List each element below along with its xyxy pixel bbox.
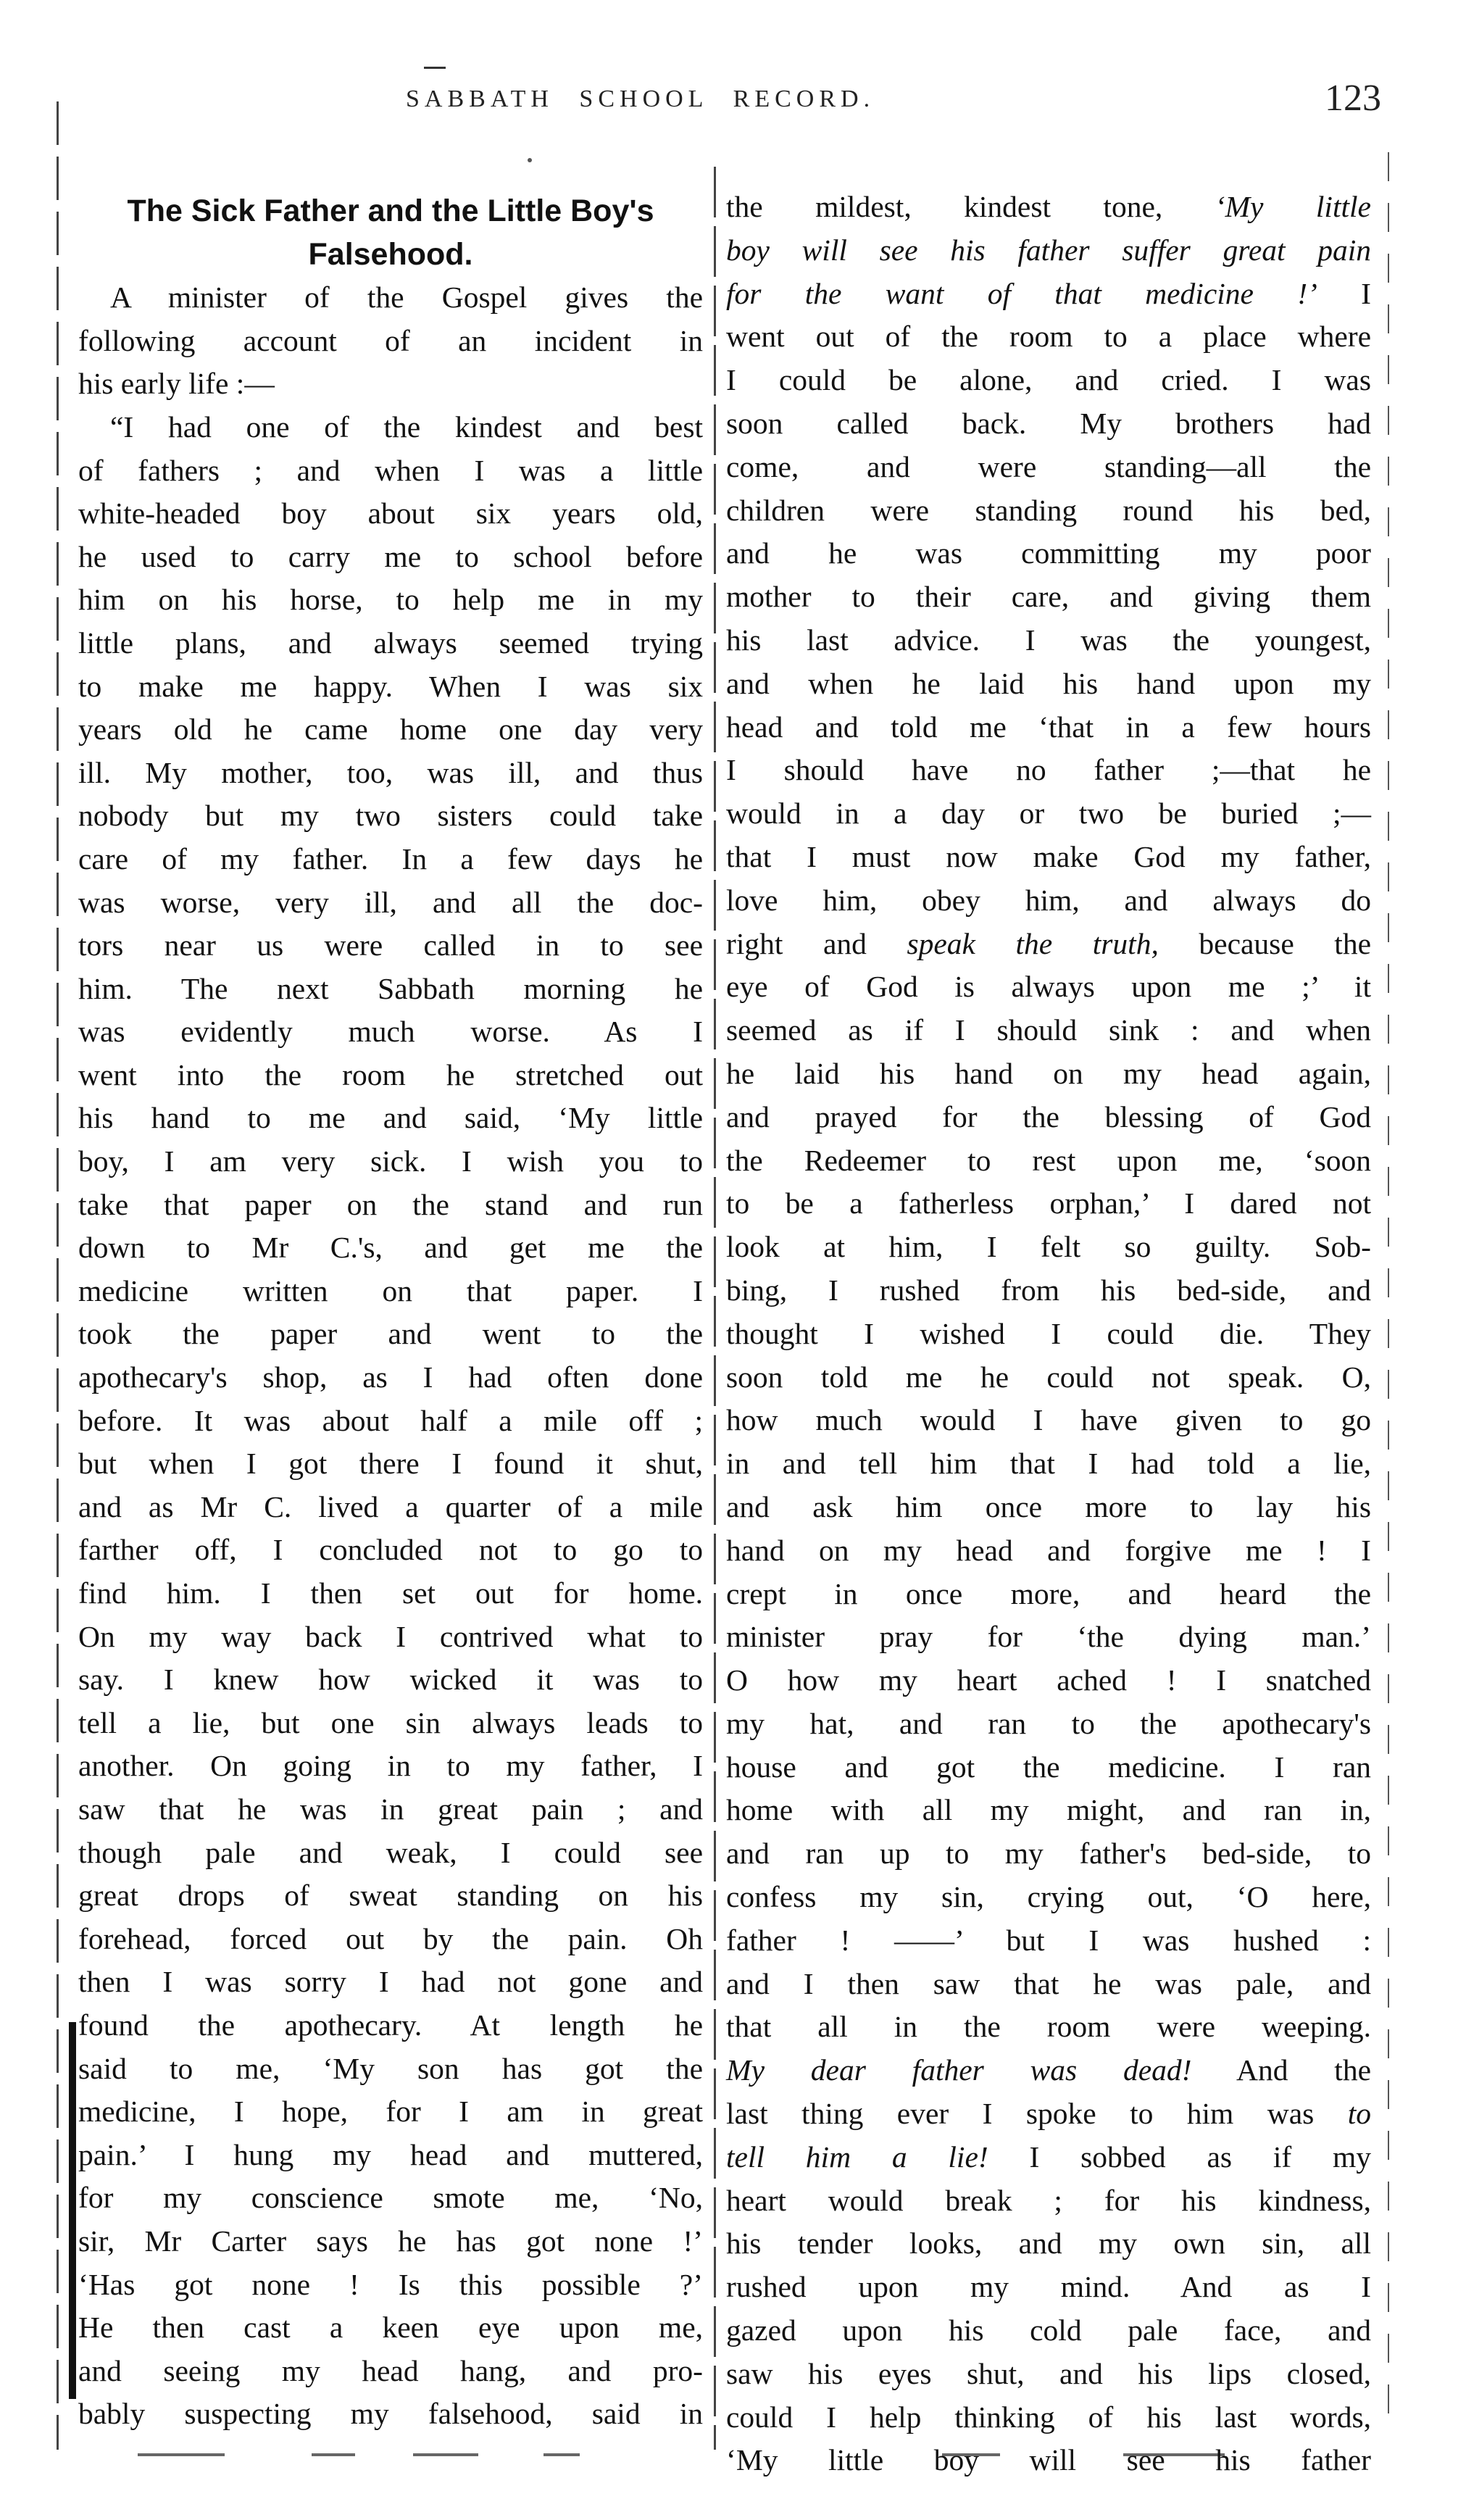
text-run: was worse, very ill, and all the doc- — [78, 885, 703, 919]
right-column-line — [726, 923, 1371, 966]
text-run: soon told me he could not speak. O, — [726, 1360, 1371, 1394]
text-run: eye of God is always upon me ;’ it — [726, 970, 1371, 1004]
right-column-line — [726, 229, 1371, 273]
text-run: I — [1317, 276, 1372, 310]
text-run: house and got the medicine. I ran — [726, 1750, 1371, 1784]
text-run: him. The next Sabbath morning he — [78, 971, 703, 1005]
text-run: bably suspecting my falsehood, said in — [78, 2397, 703, 2431]
right-column-line — [726, 1442, 1371, 1486]
left-column-line — [78, 2306, 703, 2350]
text-run: to make me happy. When I was six — [78, 669, 703, 703]
text-run: because the — [1158, 926, 1371, 960]
right-column-line — [726, 965, 1371, 1009]
right-column-line — [726, 2005, 1371, 2049]
text-run: was evidently much worse. As I — [78, 1015, 703, 1049]
right-column-line — [726, 2439, 1371, 2482]
left-column-line — [78, 1140, 703, 1184]
italic-text: ‘My little — [1215, 190, 1371, 223]
left-column-line — [78, 2263, 703, 2307]
text-run: last thing ever I spoke to him was — [726, 2097, 1348, 2131]
right-column-line — [726, 1356, 1371, 1400]
text-run: heart would break ; for his kindness, — [726, 2183, 1371, 2217]
left-column-line — [78, 2134, 703, 2177]
text-run: before. It was about half a mile off ; — [78, 1403, 703, 1437]
italic-text: boy will see his father suffer great pain — [726, 233, 1371, 267]
right-column-line — [726, 749, 1371, 792]
text-run: said to me, ‘My son has got the — [78, 2051, 703, 2085]
right-column-line — [726, 836, 1371, 879]
italic-text: My dear father was dead! — [726, 2053, 1192, 2087]
left-column-line — [78, 362, 703, 406]
right-column-line — [726, 2049, 1371, 2092]
right-column-line — [726, 532, 1371, 575]
left-column-line — [78, 1313, 703, 1356]
text-run: but when I got there I found it shut, — [78, 1447, 703, 1481]
right-column-line — [726, 1182, 1371, 1226]
left-column-line — [78, 1615, 703, 1659]
text-run: farther off, I concluded not to go to — [78, 1533, 703, 1567]
text-run: seemed as if I should sink : and when — [726, 1013, 1371, 1047]
right-column-line — [726, 1832, 1371, 1876]
left-column-line — [78, 1831, 703, 1875]
right-column-line — [726, 1615, 1371, 1659]
text-run: On my way back I contrived what to — [78, 1619, 703, 1653]
left-column-line — [78, 1442, 703, 1486]
left-column-line — [78, 492, 703, 536]
left-column-line — [78, 2392, 703, 2436]
right-column-line — [726, 1919, 1371, 1963]
text-run: apothecary's shop, as I had often done — [78, 1360, 703, 1394]
text-run: I could be alone, and cried. I was — [726, 363, 1371, 397]
right-column-line — [726, 1313, 1371, 1356]
left-column-line — [78, 449, 703, 493]
text-run: I should have no father ;—that he — [726, 753, 1371, 787]
left-column-line — [78, 2176, 703, 2220]
right-column-line — [726, 879, 1371, 923]
right-column-line — [726, 1226, 1371, 1269]
text-run: and I then saw that he was pale, and — [726, 1966, 1371, 2000]
text-run: and as Mr C. lived a quarter of a mile — [78, 1489, 703, 1523]
italic-text: for the want of that medicine !’ — [726, 276, 1317, 310]
right-column-line — [726, 2179, 1371, 2223]
text-run: he laid his hand on my head again, — [726, 1056, 1371, 1090]
text-run: and he was committing my poor — [726, 536, 1371, 570]
left-column-line — [78, 2004, 703, 2047]
text-run: take that paper on the stand and run — [78, 1187, 703, 1221]
left-column-line — [78, 752, 703, 795]
text-run: thought I wished I could die. They — [726, 1316, 1371, 1350]
text-run: mother to their care, and giving them — [726, 580, 1371, 614]
text-run: my hat, and ran to the apothecary's — [726, 1706, 1371, 1740]
text-run: crept in once more, and heard the — [726, 1576, 1371, 1610]
running-header: SABBATH SCHOOL RECORD. — [406, 86, 875, 112]
text-run: his tender looks, and my own sin, all — [726, 2226, 1371, 2261]
right-column-line — [726, 1486, 1371, 1529]
text-run: father ! ——’ but I was hushed : — [726, 1923, 1371, 1957]
text-run: nobody but my two sisters could take — [78, 799, 703, 833]
left-column-line — [78, 1356, 703, 1400]
left-column-line — [78, 1097, 703, 1140]
text-run: say. I knew how wicked it was to — [78, 1663, 703, 1697]
text-run: then I was sorry I had not gone and — [78, 1965, 703, 1999]
text-run: and ask him once more to lay his — [726, 1489, 1371, 1523]
text-run: love him, obey him, and always do — [726, 883, 1371, 917]
right-column-line — [726, 1009, 1371, 1052]
text-run: I sobbed as if my — [988, 2139, 1372, 2174]
right-column-line — [726, 359, 1371, 402]
text-run: went out of the room to a place where — [726, 320, 1371, 354]
text-run: medicine written on that paper. I — [78, 1273, 703, 1307]
text-run: And the — [1191, 2053, 1371, 2087]
text-run: sir, Mr Carter says he has got none !’ — [78, 2224, 703, 2258]
italic-text: to — [1347, 2097, 1371, 2131]
left-column-rule — [57, 101, 59, 2450]
text-run: head and told me ‘that in a few hours — [726, 710, 1371, 744]
left-column-line — [78, 794, 703, 838]
left-column-line — [78, 968, 703, 1011]
text-run: down to Mr C.'s, and get me the — [78, 1231, 703, 1265]
article-title-line-1: The Sick Father and the Little Boy's — [127, 194, 654, 228]
right-column-line — [726, 489, 1371, 533]
article-right-column — [726, 186, 1371, 2482]
right-column-line — [726, 792, 1371, 836]
text-run: A minister of the Gospel gives the — [110, 280, 703, 315]
right-column-line — [726, 706, 1371, 749]
header-dot — [528, 158, 532, 162]
right-column-line — [726, 2092, 1371, 2136]
text-run: tell a lie, but one sin always leads to — [78, 1705, 703, 1739]
header-mark — [424, 67, 446, 69]
text-run: pain.’ I hung my head and muttered, — [78, 2137, 703, 2171]
right-column-line — [726, 2222, 1371, 2266]
text-run: and ran up to my father's bed-side, to — [726, 1837, 1371, 1871]
left-column-line — [78, 2047, 703, 2091]
italic-text: speak the truth, — [907, 926, 1159, 960]
left-column-line — [78, 406, 703, 449]
right-column-line — [726, 315, 1371, 359]
text-run: boy, I am very sick. I wish you to — [78, 1144, 703, 1178]
text-run: look at him, I felt so guilty. Sob- — [726, 1230, 1371, 1264]
left-column-line — [78, 2090, 703, 2134]
right-column-line — [726, 2309, 1371, 2353]
left-column-line — [78, 1745, 703, 1788]
text-run: saw that he was in great pain ; and — [78, 1792, 703, 1826]
right-column-line — [726, 1529, 1371, 1573]
text-run: that all in the room were weeping. — [726, 2010, 1371, 2044]
text-run: saw his eyes shut, and his lips closed, — [726, 2356, 1371, 2390]
text-run: him on his horse, to help me in my — [78, 583, 703, 617]
text-run: that I must now make God my father, — [726, 839, 1371, 873]
margin-ink-bar — [69, 2022, 76, 2399]
left-column-line — [78, 838, 703, 881]
right-column-line — [726, 1702, 1371, 1746]
text-run: for my conscience smote me, ‘No, — [78, 2181, 703, 2215]
text-run: He then cast a keen eye upon me, — [78, 2311, 703, 2345]
left-column-line — [78, 536, 703, 579]
left-column-line — [78, 1529, 703, 1572]
left-column-line — [78, 578, 703, 622]
text-run: years old he came home one day very — [78, 712, 703, 747]
text-run: of fathers ; and when I was a little — [78, 453, 703, 487]
text-run: right and — [726, 926, 907, 960]
center-column-rule — [714, 167, 716, 2450]
right-column-line — [726, 1269, 1371, 1313]
right-column-line — [726, 1963, 1371, 2006]
text-run: another. On going in to my father, I — [78, 1749, 703, 1783]
right-column-line — [726, 1399, 1371, 1442]
right-column-line — [726, 1139, 1371, 1183]
text-run: his hand to me and said, ‘My little — [78, 1101, 703, 1135]
right-column-line — [726, 2266, 1371, 2309]
text-run: he used to carry me to school before — [78, 539, 703, 573]
text-run: tors near us were called in to see — [78, 928, 703, 962]
article-title-line-2: Falsehood. — [308, 236, 473, 272]
text-run: ill. My mother, too, was ill, and thus — [78, 755, 703, 789]
left-column-line — [78, 320, 703, 363]
text-run: home with all my might, and ran in, — [726, 1793, 1371, 1827]
right-column-line — [726, 273, 1371, 316]
text-run: the mildest, kindest tone, — [726, 190, 1215, 223]
right-column-line — [726, 1789, 1371, 1832]
text-run: rushed upon my mind. And as I — [726, 2270, 1371, 2304]
left-column-line — [78, 881, 703, 925]
text-run: his early life :— — [78, 367, 275, 401]
text-run: great drops of sweat standing on his — [78, 1879, 703, 1913]
text-run: in and tell him that I had told a lie, — [726, 1447, 1371, 1481]
text-run: gazed upon his cold pale face, and — [726, 2313, 1371, 2348]
page-number: 123 — [1325, 78, 1381, 119]
right-column-line — [726, 1659, 1371, 1702]
right-column-line — [726, 186, 1371, 229]
left-column-line — [78, 1054, 703, 1097]
text-run: come, and were standing—all the — [726, 449, 1371, 483]
text-run: find him. I then set out for home. — [78, 1576, 703, 1610]
text-run: confess my sin, crying out, ‘O here, — [726, 1880, 1371, 1914]
text-run: bing, I rushed from his bed-side, and — [726, 1273, 1371, 1307]
left-column-line — [78, 276, 703, 320]
text-run: medicine, I hope, for I am in great — [78, 2095, 703, 2129]
left-column-line — [78, 2220, 703, 2263]
left-column-line — [78, 1702, 703, 1745]
text-run: ‘My little boy will see his father — [726, 2443, 1371, 2477]
italic-text: tell him a lie! — [726, 2139, 988, 2174]
text-run: children were standing round his bed, — [726, 493, 1371, 527]
text-run: the Redeemer to rest upon me, ‘soon — [726, 1143, 1371, 1177]
right-column-line — [726, 1746, 1371, 1789]
text-run: how much would I have given to go — [726, 1403, 1371, 1437]
left-column-line — [78, 1270, 703, 1313]
text-run: white-headed boy about six years old, — [78, 496, 703, 531]
right-column-rule — [1388, 152, 1389, 2435]
right-column-line — [726, 1876, 1371, 1919]
left-column-line — [78, 708, 703, 752]
right-column-line — [726, 1052, 1371, 1096]
text-run: would in a day or two be buried ;— — [726, 797, 1371, 831]
left-column-line — [78, 622, 703, 665]
right-column-line — [726, 402, 1371, 446]
text-run: took the paper and went to the — [78, 1317, 703, 1351]
left-column-line — [78, 1788, 703, 1831]
text-run: found the apothecary. At length he — [78, 2008, 703, 2042]
text-run: ‘Has got none ! Is this possible ?’ — [78, 2267, 703, 2301]
left-column-line — [78, 1960, 703, 2004]
left-column-line — [78, 1226, 703, 1270]
text-run: forehead, forced out by the pain. Oh — [78, 1921, 703, 1955]
right-column-line — [726, 575, 1371, 619]
text-run: O how my heart ached ! I snatched — [726, 1663, 1371, 1697]
right-column-line — [726, 619, 1371, 662]
right-column-line — [726, 2396, 1371, 2440]
text-run: and prayed for the blessing of God — [726, 1099, 1371, 1134]
left-column-line — [78, 1486, 703, 1529]
article-left-column — [78, 190, 703, 2436]
text-run: and seeing my head hang, and pro- — [78, 2353, 703, 2387]
text-run: little plans, and always seemed trying — [78, 625, 703, 660]
text-run: hand on my head and forgive me ! I — [726, 1533, 1371, 1567]
text-run: his last advice. I was the youngest, — [726, 623, 1371, 657]
text-run: care of my father. In a few days he — [78, 841, 703, 876]
left-column-line — [78, 2350, 703, 2393]
left-column-line — [78, 1572, 703, 1615]
left-column-line — [78, 1184, 703, 1227]
right-column-line — [726, 446, 1371, 489]
left-column-line — [78, 665, 703, 709]
text-run: following account of an incident in — [78, 323, 703, 357]
left-column-line — [78, 1658, 703, 1702]
text-run: minister pray for ‘the dying man.’ — [726, 1620, 1371, 1654]
right-column-line — [726, 1573, 1371, 1616]
text-run: could I help thinking of his last words, — [726, 2400, 1371, 2434]
text-run: “I had one of the kindest and best — [110, 409, 703, 444]
left-column-line — [78, 1918, 703, 1961]
text-run: went into the room he stretched out — [78, 1057, 703, 1091]
right-column-line — [726, 2353, 1371, 2396]
left-column-line — [78, 924, 703, 968]
right-column-line — [726, 2136, 1371, 2179]
text-run: and when he laid his hand upon my — [726, 666, 1371, 700]
text-run: soon called back. My brothers had — [726, 406, 1371, 440]
right-column-line — [726, 662, 1371, 706]
text-run: though pale and weak, I could see — [78, 1835, 703, 1869]
right-column-line — [726, 1096, 1371, 1139]
left-column-line — [78, 1400, 703, 1443]
left-column-line — [78, 1874, 703, 1918]
text-run: to be a fatherless orphan,’ I dared not — [726, 1186, 1371, 1221]
left-column-line — [78, 1010, 703, 1054]
